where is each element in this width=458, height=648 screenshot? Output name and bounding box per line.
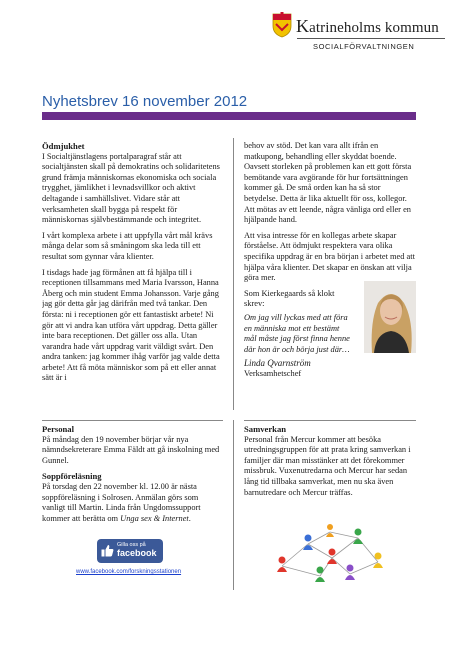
people-network-illustration	[268, 524, 392, 586]
municipal-crest-icon	[272, 12, 292, 38]
facebook-link[interactable]: www.facebook.com/forskningsstationen	[76, 569, 182, 575]
thumbs-up-icon	[101, 544, 114, 557]
paragraph: På måndag den 19 november börjar vår nya nämndsekreterare Emma Fäldt att gå inskolning med Gunnel.	[42, 434, 220, 465]
section-heading: Samverkan	[244, 424, 287, 434]
paragraph: I vårt komplexa arbete i att uppfylla vårt mål krävs många delar som så småningom ska leda till ett resultat som gynnar våra klienter.	[42, 230, 213, 261]
paragraph: I tisdags hade jag förmånen att få hjälpa till i receptionen tillsammans med Maria Ivarsson, Hanna Åberg och min student Emma Johansson. Varje gång jag gör detta går jag därifrån med två tankar. Den första: ni i receptionen gör ett fantastiskt arbete! Ni gör att vi andra kan utföra vårt uppdrag. Detta gäller inte bara receptionen. Det gäller oss alla. Utan varandra hade vårt uppdrag varit väldigt svårt. Den andra tanken: jag kommer ihåg varför jag valde detta arbete! Att få möta människor som på ett eller annat sätt är i	[42, 267, 220, 383]
signature: Linda Qvarnström	[244, 358, 311, 369]
paragraph: Personal från Mercur kommer att besöka utredningsgruppen för att prata kring samverkan i familjer där man misstänker att det förekommer missbruk. Vuxenutredarna och Mercur har sedan lång tid tillbaka samverkat, men nu ska även barnutredare och Mercur träffas.	[244, 434, 411, 497]
samverkan-section	[244, 424, 416, 524]
author-portrait	[364, 281, 416, 353]
quote: Om jag vill lyckas med att föra en människa mot ett bestämt mål måste jag först finna henne där hon är och börja just där…	[244, 312, 350, 354]
header-divider	[297, 38, 445, 39]
left-column	[42, 141, 223, 412]
paragraph: Att visa intresse för en kollegas arbete skapar förståelse. Att ödmjukt respektera vara olika specifika uppdrag är en bra början i arbetet med att hjälpa våra klienter. Det skapar en önskan att vilja göra mer.	[244, 230, 415, 283]
person-icon	[277, 557, 287, 573]
section-heading: Soppföreläsning	[42, 471, 102, 482]
section-heading: Ödmjukhet	[42, 141, 85, 151]
paragraph: I Socialtjänstlagens portalparagraf står att socialtjänsten skall på demokratins och solidaritetens grund främja människornas ekonomiska och sociala trygghet, jämlikhet i levnadsvillkor och aktivt deltagande i samhällslivet. Vidare står att verksamheten skall bygga på respekt för människornas självbestämmande och integritet.	[42, 151, 220, 225]
column-divider	[233, 420, 234, 590]
facebook-badge-caption: Gilla oss på	[117, 542, 146, 548]
section-divider	[42, 420, 223, 421]
column-divider	[233, 138, 234, 410]
paragraph: På torsdag den 22 november kl. 12.00 är nästa soppföreläsning i Solrosen. Anmälan görs som vanligt till Martin. Linda från Ungdomssupport kommer att berätta om Unga sex & Internet.	[42, 481, 201, 523]
facebook-wordmark: facebook	[117, 548, 157, 558]
section-divider	[244, 420, 416, 421]
quote-block	[244, 289, 416, 397]
signature-role: Verksamhetschef	[244, 368, 302, 378]
quote-intro: Som Kierkegaards så klokt skrev:	[244, 288, 335, 309]
org-name: Katrineholms kommun	[296, 16, 439, 36]
page-header	[0, 0, 458, 80]
title-bar	[42, 112, 416, 120]
personal-section	[42, 424, 223, 539]
facebook-like-button[interactable]	[97, 539, 163, 563]
right-column	[244, 141, 416, 412]
section-heading: Personal	[42, 424, 74, 434]
paragraph: behov av stöd. Det kan vara allt ifrån en matkupong, behandling eller skyddat boende. Oavsett storleken på problemen kan ett gott första bemötande vara avgörande för hur fortsättningen kommer gå. De små orden kan ha så stor betydelse. Detta är lika aktuellt för oss, kollegor. Att mötas av ett leende, några vänliga ord eller en hjälpande hand.	[244, 141, 412, 225]
newsletter-title: Nyhetsbrev 16 november 2012	[42, 93, 248, 110]
department-name: SOCIALFÖRVALTNINGEN	[313, 42, 415, 51]
